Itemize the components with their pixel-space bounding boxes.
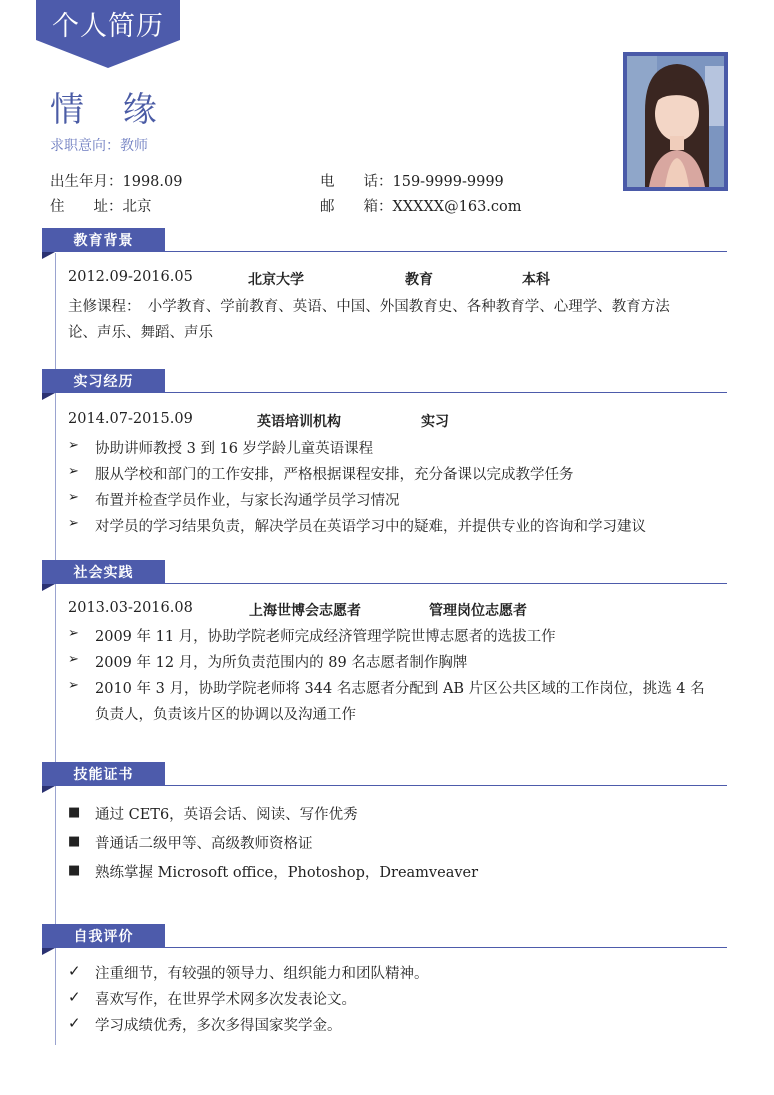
check-icon: ✓ (68, 962, 81, 980)
phone-value: 159-9999-9999 (392, 174, 504, 190)
resume-banner (36, 0, 180, 68)
check-icon: ✓ (68, 988, 81, 1006)
arrow-bullet-icon: ➢ (68, 516, 79, 531)
internship-duty: 对学员的学习结果负责，解决学员在英语学习中的疑难，并提供专业的咨询和学习建议 (95, 519, 646, 535)
address-value: 北京 (122, 199, 152, 215)
social-item-continued: 负责人，负责该片区的协调以及沟通工作 (95, 707, 356, 723)
header-fold (42, 584, 55, 591)
internship-entry (68, 411, 449, 430)
header-fold (42, 786, 55, 793)
header-rule (165, 251, 727, 252)
skill-item: 通过 CET6，英语会话、阅读、写作优秀 (95, 807, 358, 823)
email-value: XXXXX@163.com (392, 199, 522, 215)
birth-info (50, 170, 182, 191)
section-title: 教育背景 (73, 233, 134, 249)
header-rule (165, 947, 727, 948)
arrow-bullet-icon: ➢ (68, 652, 79, 667)
section-header-self (42, 924, 727, 952)
social-entry (68, 600, 527, 619)
banner-title: 个人简历 (52, 11, 164, 42)
square-bullet-icon: ■ (68, 863, 81, 878)
self-eval-item: 学习成绩优秀，多次多得国家奖学金。 (95, 1018, 342, 1034)
arrow-bullet-icon: ➢ (68, 678, 79, 693)
profile-photo (623, 52, 728, 191)
skill-item: 普通话二级甲等、高级教师资格证 (95, 836, 313, 852)
header-rule (165, 583, 727, 584)
social-date: 2013.03-2016.08 (68, 600, 193, 616)
check-icon: ✓ (68, 1014, 81, 1032)
section-header-internship (42, 369, 727, 397)
self-eval-item: 喜欢写作，在世界学术网多次发表论文。 (95, 992, 356, 1008)
section-header-skills (42, 762, 727, 790)
internship-org: 英语培训机构 (257, 414, 341, 430)
section-title: 自我评价 (73, 929, 134, 945)
header-rule (165, 392, 727, 393)
address-label: 住 址： (50, 199, 123, 215)
job-intent: 求职意向：教师 (50, 138, 148, 154)
arrow-bullet-icon: ➢ (68, 464, 79, 479)
section-header-education (42, 228, 727, 256)
header-fold (42, 948, 55, 955)
birth-label: 出生年月： (50, 174, 123, 190)
internship-duty: 布置并检查学员作业，与家长沟通学员学习情况 (95, 493, 400, 509)
internship-role: 实习 (421, 414, 449, 430)
section-title: 社会实践 (73, 565, 134, 581)
social-item: 2010 年 3 月，协助学院老师将 344 名志愿者分配到 AB 片区公共区域的工作岗位，挑选 4 名 (95, 681, 705, 697)
address-info (50, 195, 152, 216)
skill-item: 熟练掌握 Microsoft office，Photoshop，Dreamveaver (95, 865, 479, 881)
internship-duty: 协助讲师教授 3 到 16 岁学龄儿童英语课程 (95, 441, 374, 457)
section-header-social (42, 560, 727, 588)
education-date: 2012.09-2016.05 (68, 269, 193, 285)
education-school: 北京大学 (248, 272, 304, 288)
email-info (320, 195, 522, 216)
portrait-image (627, 56, 724, 187)
social-item: 2009 年 12 月，为所负责范围内的 89 名志愿者制作胸牌 (95, 655, 468, 671)
birth-value: 1998.09 (122, 174, 183, 190)
square-bullet-icon: ■ (68, 805, 81, 820)
courses-line-1: 主修课程： 小学教育、学前教育、英语、中国、外国教育史、各种教育学、心理学、教育方法 (68, 299, 670, 315)
square-bullet-icon: ■ (68, 834, 81, 849)
social-org: 上海世博会志愿者 (249, 603, 361, 619)
header-fold (42, 252, 55, 259)
header-rule (165, 785, 727, 786)
header-fold (42, 393, 55, 400)
education-major: 教育 (405, 272, 433, 288)
courses-line-2: 论、声乐、舞蹈、声乐 (68, 325, 213, 341)
section-title: 实习经历 (73, 374, 134, 390)
section-title: 技能证书 (73, 767, 134, 783)
education-degree: 本科 (522, 272, 550, 288)
arrow-bullet-icon: ➢ (68, 490, 79, 505)
phone-info (320, 170, 504, 191)
candidate-name: 情 缘 (50, 90, 171, 130)
email-label: 邮 箱： (320, 199, 393, 215)
internship-date: 2014.07-2015.09 (68, 411, 193, 427)
social-role: 管理岗位志愿者 (429, 603, 527, 619)
social-item: 2009 年 11 月，协助学院老师完成经济管理学院世博志愿者的选拔工作 (95, 629, 556, 645)
self-eval-item: 注重细节，有较强的领导力、组织能力和团队精神。 (95, 966, 429, 982)
education-entry (68, 269, 550, 288)
arrow-bullet-icon: ➢ (68, 626, 79, 641)
phone-label: 电 话： (320, 174, 393, 190)
arrow-bullet-icon: ➢ (68, 438, 79, 453)
internship-duty: 服从学校和部门的工作安排，严格根据课程安排，充分备课以完成教学任务 (95, 467, 574, 483)
